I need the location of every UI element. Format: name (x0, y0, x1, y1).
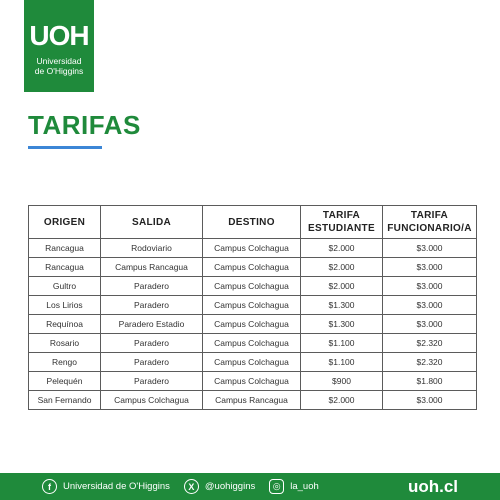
header-tarifa-funcionario: TARIFA FUNCIONARIO/A (383, 206, 477, 239)
table-row (29, 391, 477, 410)
cell-destino: Campus Colchagua (203, 334, 301, 353)
cell-tarifa-estudiante: $1.300 (301, 315, 383, 334)
cell-tarifa-estudiante: $2.000 (301, 239, 383, 258)
cell-destino: Campus Colchagua (203, 296, 301, 315)
page-title: TARIFAS (28, 110, 141, 140)
x-icon: X (184, 479, 199, 494)
cell-salida: Paradero (101, 353, 203, 372)
website-link[interactable]: uoh.cl (407, 477, 458, 496)
header-salida: SALIDA (101, 206, 203, 239)
cell-tarifa-estudiante: $1.300 (301, 296, 383, 315)
instagram-icon: ◎ (269, 479, 284, 494)
fares-table (28, 205, 477, 410)
cell-destino: Campus Colchagua (203, 372, 301, 391)
table-row (29, 334, 477, 353)
table-row (29, 258, 477, 277)
cell-tarifa-funcionario: $3.000 (383, 277, 477, 296)
uoh-logo (24, 0, 94, 92)
logo-line-1: Universidad (36, 56, 82, 66)
cell-origen: Los Lirios (29, 296, 101, 315)
table-header-row (29, 206, 477, 239)
cell-destino: Campus Colchagua (203, 258, 301, 277)
table-body (29, 239, 477, 410)
cell-destino: Campus Colchagua (203, 277, 301, 296)
facebook-link[interactable] (42, 479, 170, 494)
header-origen: ORIGEN (29, 206, 101, 239)
cell-origen: Pelequén (29, 372, 101, 391)
x-label: @uohiggins (204, 481, 256, 492)
x-link[interactable] (184, 479, 255, 494)
cell-destino: Campus Colchagua (203, 239, 301, 258)
cell-salida: Paradero (101, 296, 203, 315)
footer-bar (0, 473, 500, 500)
cell-tarifa-estudiante: $2.000 (301, 258, 383, 277)
cell-tarifa-funcionario: $3.000 (383, 296, 477, 315)
instagram-link[interactable] (269, 479, 319, 494)
facebook-icon: f (42, 479, 57, 494)
cell-origen: Gultro (29, 277, 101, 296)
cell-salida: Campus Rancagua (101, 258, 203, 277)
cell-origen: Rengo (29, 353, 101, 372)
cell-salida: Paradero (101, 372, 203, 391)
cell-tarifa-funcionario: $1.800 (383, 372, 477, 391)
cell-destino: Campus Colchagua (203, 353, 301, 372)
cell-destino: Campus Colchagua (203, 315, 301, 334)
cell-tarifa-estudiante: $1.100 (301, 334, 383, 353)
cell-salida: Rodoviario (101, 239, 203, 258)
cell-tarifa-estudiante: $2.000 (301, 277, 383, 296)
cell-tarifa-funcionario: $3.000 (383, 258, 477, 277)
cell-tarifa-estudiante: $2.000 (301, 391, 383, 410)
header-destino: DESTINO (203, 206, 301, 239)
cell-origen: Rancagua (29, 258, 101, 277)
cell-tarifa-funcionario: $3.000 (383, 239, 477, 258)
cell-salida: Campus Colchagua (101, 391, 203, 410)
cell-tarifa-funcionario: $3.000 (383, 391, 477, 410)
cell-origen: Rosario (29, 334, 101, 353)
table-row (29, 353, 477, 372)
header-tarifa-estudiante: TARIFA ESTUDIANTE (301, 206, 383, 239)
cell-salida: Paradero (101, 334, 203, 353)
title-underline (28, 146, 102, 149)
logo-mark: UOH (29, 20, 89, 51)
logo-text (35, 56, 83, 76)
table-row (29, 372, 477, 391)
cell-origen: San Fernando (29, 391, 101, 410)
instagram-label: la_uoh (290, 481, 319, 492)
logo-line-2: de O'Higgins (34, 66, 84, 76)
cell-salida: Paradero Estadio (101, 315, 203, 334)
table-row (29, 296, 477, 315)
facebook-label: Universidad de O'Higgins (63, 481, 170, 492)
cell-origen: Requínoa (29, 315, 101, 334)
cell-tarifa-funcionario: $3.000 (383, 315, 477, 334)
cell-tarifa-estudiante: $900 (301, 372, 383, 391)
cell-tarifa-estudiante: $1.100 (301, 353, 383, 372)
cell-destino: Campus Rancagua (203, 391, 301, 410)
cell-tarifa-funcionario: $2.320 (383, 334, 477, 353)
table-row (29, 277, 477, 296)
fares-table-container (28, 205, 476, 410)
cell-salida: Paradero (101, 277, 203, 296)
table-row (29, 315, 477, 334)
cell-tarifa-funcionario: $2.320 (383, 353, 477, 372)
table-row (29, 239, 477, 258)
cell-origen: Rancagua (29, 239, 101, 258)
